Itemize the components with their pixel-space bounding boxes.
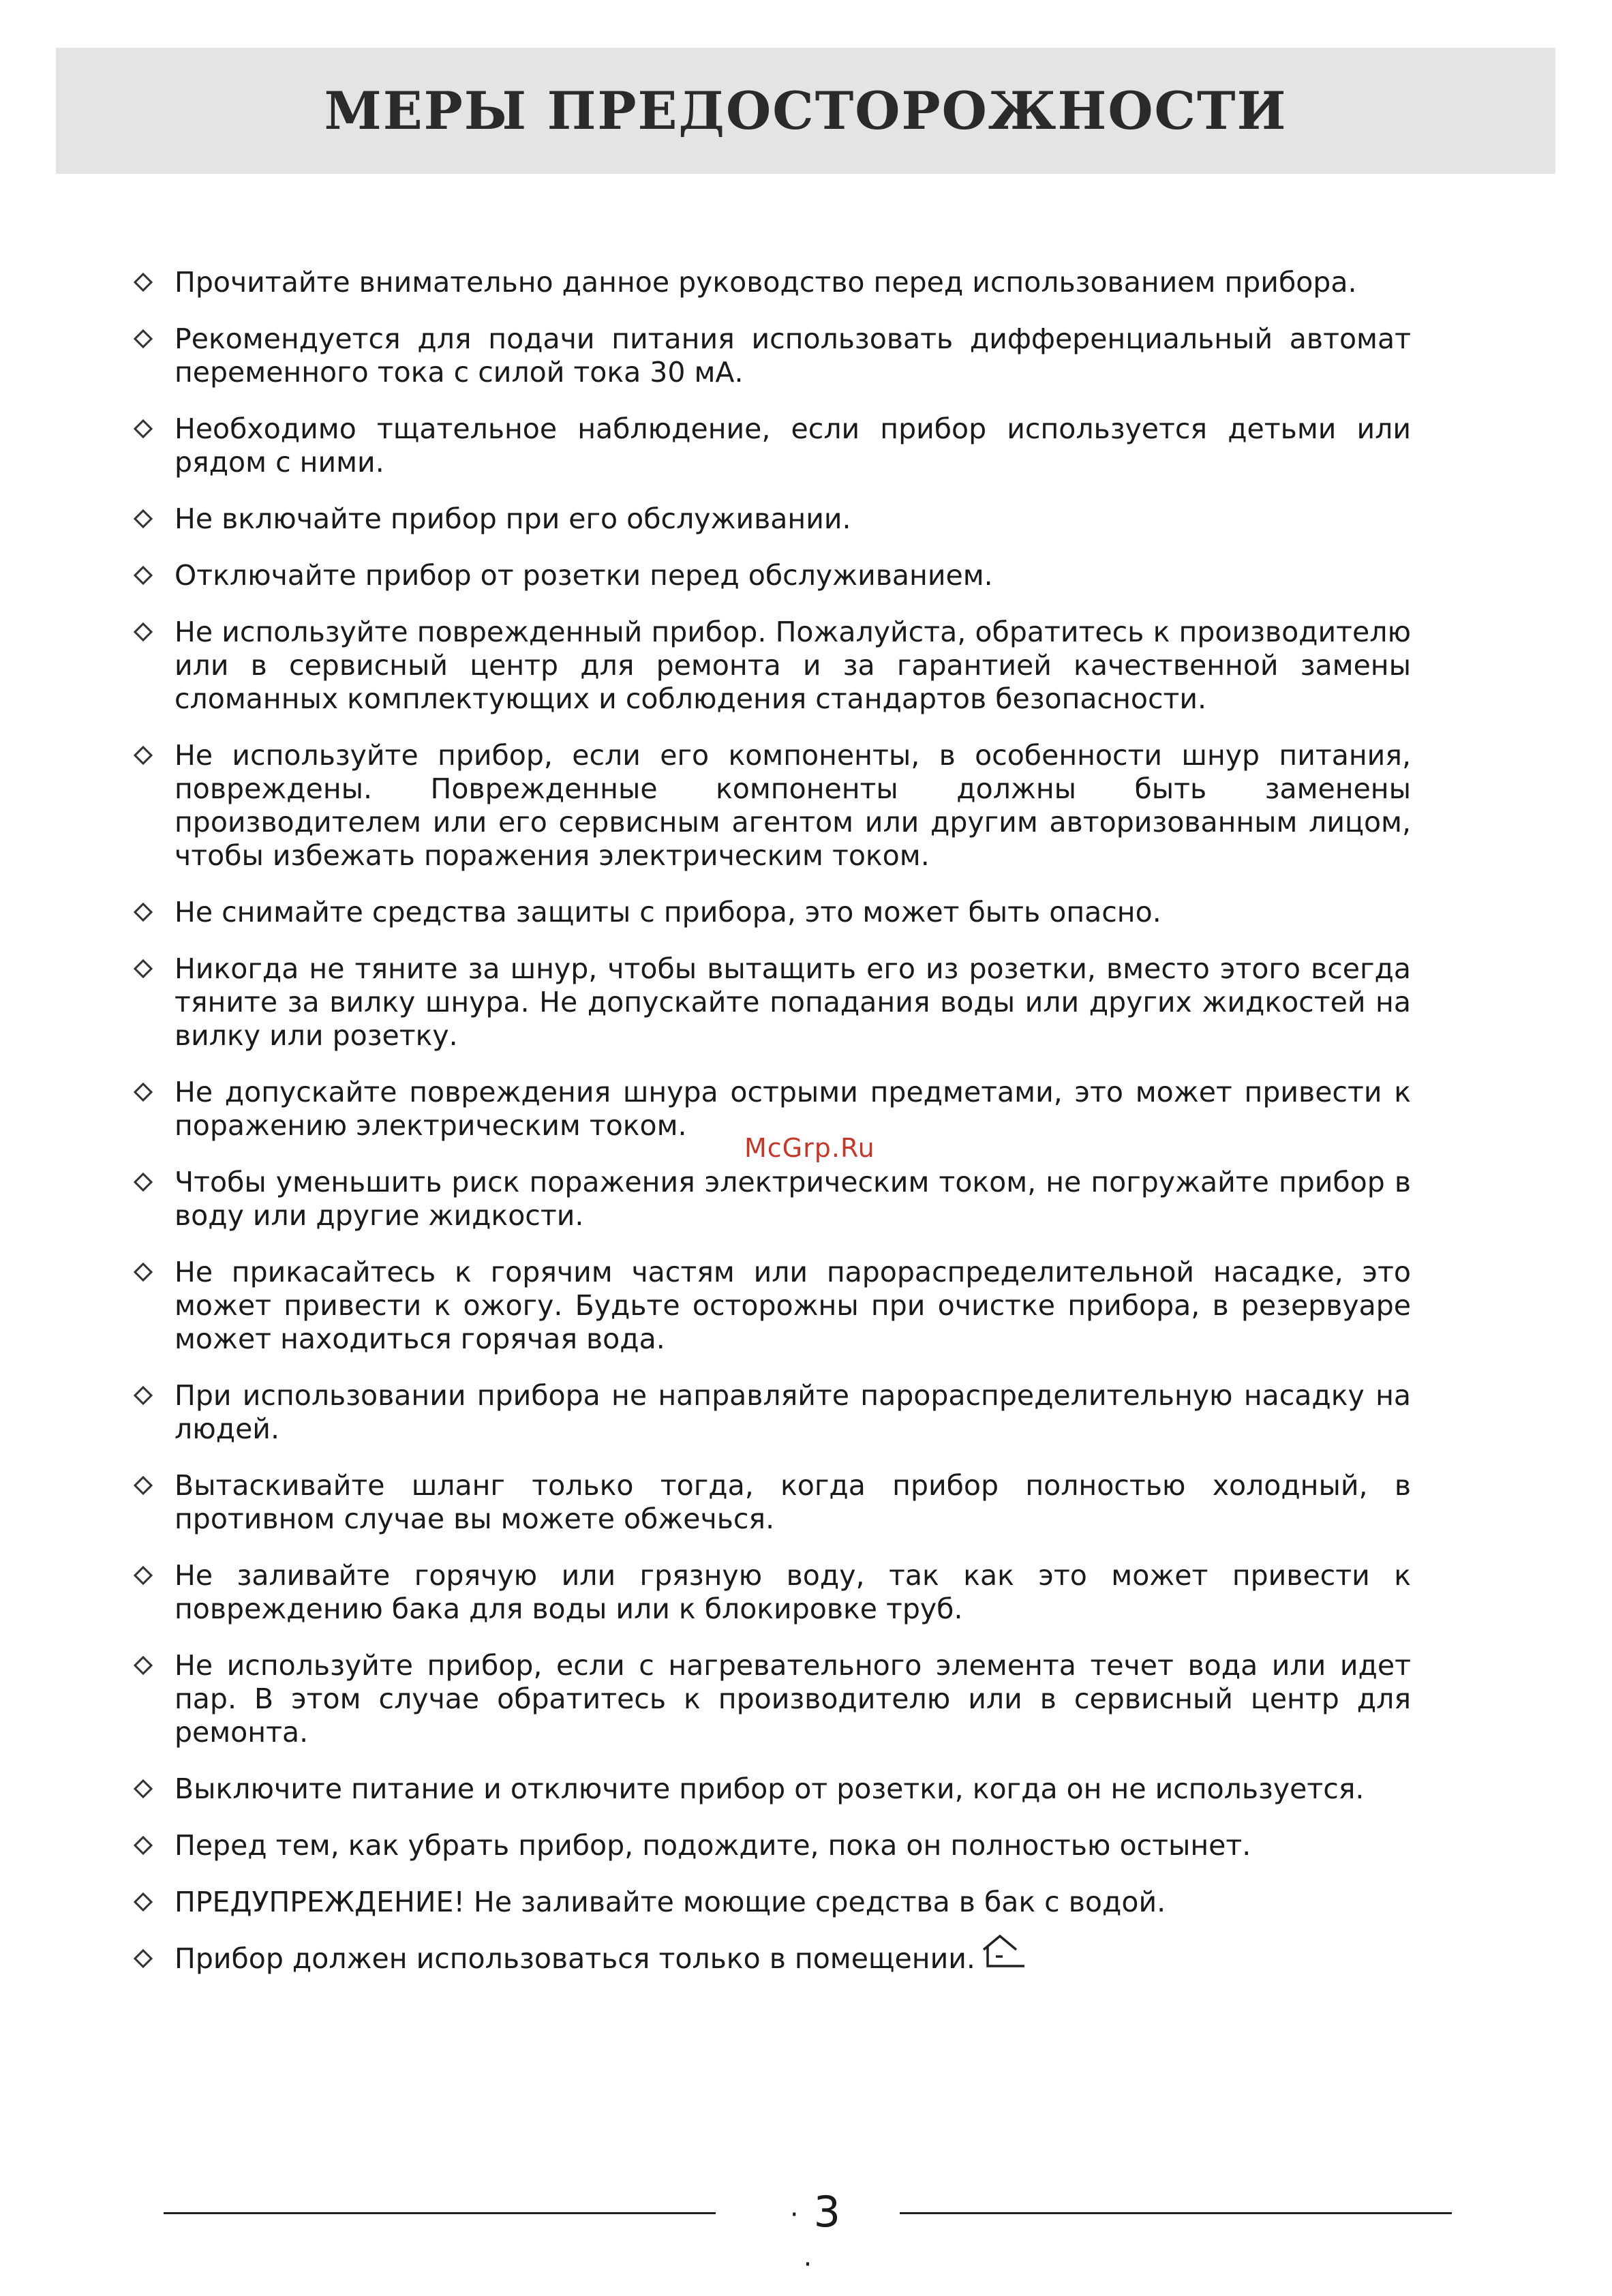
list-item-text: ПРЕДУПРЕЖДЕНИЕ! Не заливайте моющие средства в бак с водой. (174, 1886, 1166, 1918)
list-item-text: Рекомендуется для подачи питания использовать дифференциальный автомат переменного тока с силой тока 30 мА. (174, 322, 1411, 389)
diamond-bullet-icon (134, 1892, 153, 1912)
page-number-value: 3 (813, 2187, 841, 2237)
diamond-bullet-icon (134, 1476, 153, 1495)
list-item-text: Не используйте поврежденный прибор. Пожалуйста, обратитесь к производителю или в сервисный центр для ремонта и за гарантией качественной замены сломанных комплектующих и соблюдения стандартов безопасности. (174, 616, 1411, 715)
list-item-text: Не используйте прибор, если с нагревательного элемента течет вода или идет пар. В этом случае обратитесь к производителю или в сервисный центр для ремонта. (174, 1649, 1411, 1749)
watermark: McGrp.Ru (744, 1133, 875, 1163)
list-item (130, 1649, 1411, 1749)
diamond-bullet-icon (134, 1779, 153, 1798)
list-item (130, 1166, 1411, 1233)
list-item-text: Отключайте прибор от розетки перед обслуживанием. (174, 559, 993, 592)
diamond-bullet-icon (134, 1173, 153, 1192)
list-item (130, 1379, 1411, 1446)
list-item-text: При использовании прибора не направляйте парораспределительную насадку на людей. (174, 1379, 1411, 1445)
list-item (130, 616, 1411, 716)
diamond-bullet-icon (134, 566, 153, 585)
diamond-bullet-icon (134, 903, 153, 922)
list-item (130, 1942, 1411, 1978)
diamond-bullet-icon (134, 1836, 153, 1855)
page-header (56, 48, 1555, 174)
diamond-bullet-icon (134, 419, 153, 438)
footer-divider-right (900, 2212, 1452, 2214)
diamond-bullet-icon (134, 1949, 153, 1968)
diamond-bullet-icon (134, 509, 153, 528)
list-item-text: Чтобы уменьшить риск поражения электрическим током, не погружайте прибор в воду или другие жидкости. (174, 1166, 1411, 1232)
list-item (130, 1256, 1411, 1356)
list-item-text: Не снимайте средства защиты с прибора, это может быть опасно. (174, 896, 1161, 928)
indoor-use-house-icon (979, 1932, 1029, 1978)
diamond-bullet-icon (134, 959, 153, 978)
list-item-text: Выключите питание и отключите прибор от розетки, когда он не используется. (174, 1772, 1365, 1805)
list-item-text: Не используйте прибор, если его компоненты, в особенности шнур питания, повреждены. Поврежденные компоненты должны быть заменены производителем или его сервисным агентом или другим авторизованным лицом, чтобы избежать поражения электрическим током. (174, 739, 1411, 872)
list-item (130, 1886, 1411, 1919)
list-item (130, 952, 1411, 1053)
list-item (130, 502, 1411, 536)
list-item (130, 1559, 1411, 1626)
list-item (130, 1469, 1411, 1536)
list-item-text: Необходимо тщательное наблюдение, если прибор используется детьми или рядом с ними. (174, 412, 1411, 479)
list-item (130, 412, 1411, 479)
list-item-text: Не допускайте повреждения шнура острыми предметами, это может привести к поражению электрическим током. (174, 1076, 1411, 1142)
list-item (130, 896, 1411, 929)
diamond-bullet-icon (134, 1656, 153, 1675)
list-item-text: Не заливайте горячую или грязную воду, так как это может привести к повреждению бака для воды или к блокировке труб. (174, 1559, 1411, 1625)
page-number: · 3· (789, 2187, 841, 2280)
diamond-bullet-icon (134, 746, 153, 765)
list-item-text: Не включайте прибор при его обслуживании. (174, 502, 851, 535)
list-item-text: Перед тем, как убрать прибор, подождите, пока он полностью остынет. (174, 1829, 1251, 1862)
list-item-text: Вытаскивайте шланг только тогда, когда прибор полностью холодный, в противном случае вы можете обжечься. (174, 1469, 1411, 1535)
list-item (130, 266, 1411, 299)
list-item (130, 322, 1411, 389)
footer-divider-left (164, 2212, 716, 2214)
list-item-text: Прочитайте внимательно данное руководство перед использованием прибора. (174, 266, 1357, 299)
diamond-bullet-icon (134, 1566, 153, 1585)
diamond-bullet-icon (134, 1386, 153, 1405)
list-item (130, 1772, 1411, 1806)
diamond-bullet-icon (134, 622, 153, 641)
diamond-bullet-icon (134, 329, 153, 348)
list-item-text: Никогда не тяните за шнур, чтобы вытащить его из розетки, вместо этого всегда тяните за вилку шнура. Не допускайте попадания воды или других жидкостей на вилку или розетку. (174, 952, 1411, 1052)
page-title: МЕРЫ ПРЕДОСТОРОЖНОСТИ (324, 80, 1288, 141)
list-item-text: Прибор должен использоваться только в помещении. (174, 1942, 975, 1975)
list-item (130, 1829, 1411, 1862)
list-item-text: Не прикасайтесь к горячим частям или парораспределительной насадке, это может привести к ожогу. Будьте осторожны при очистке прибора, в резервуаре может находиться горячая вода. (174, 1256, 1411, 1355)
diamond-bullet-icon (134, 1083, 153, 1102)
diamond-bullet-icon (134, 273, 153, 292)
list-item (130, 739, 1411, 873)
list-item (130, 559, 1411, 592)
diamond-bullet-icon (134, 1263, 153, 1282)
